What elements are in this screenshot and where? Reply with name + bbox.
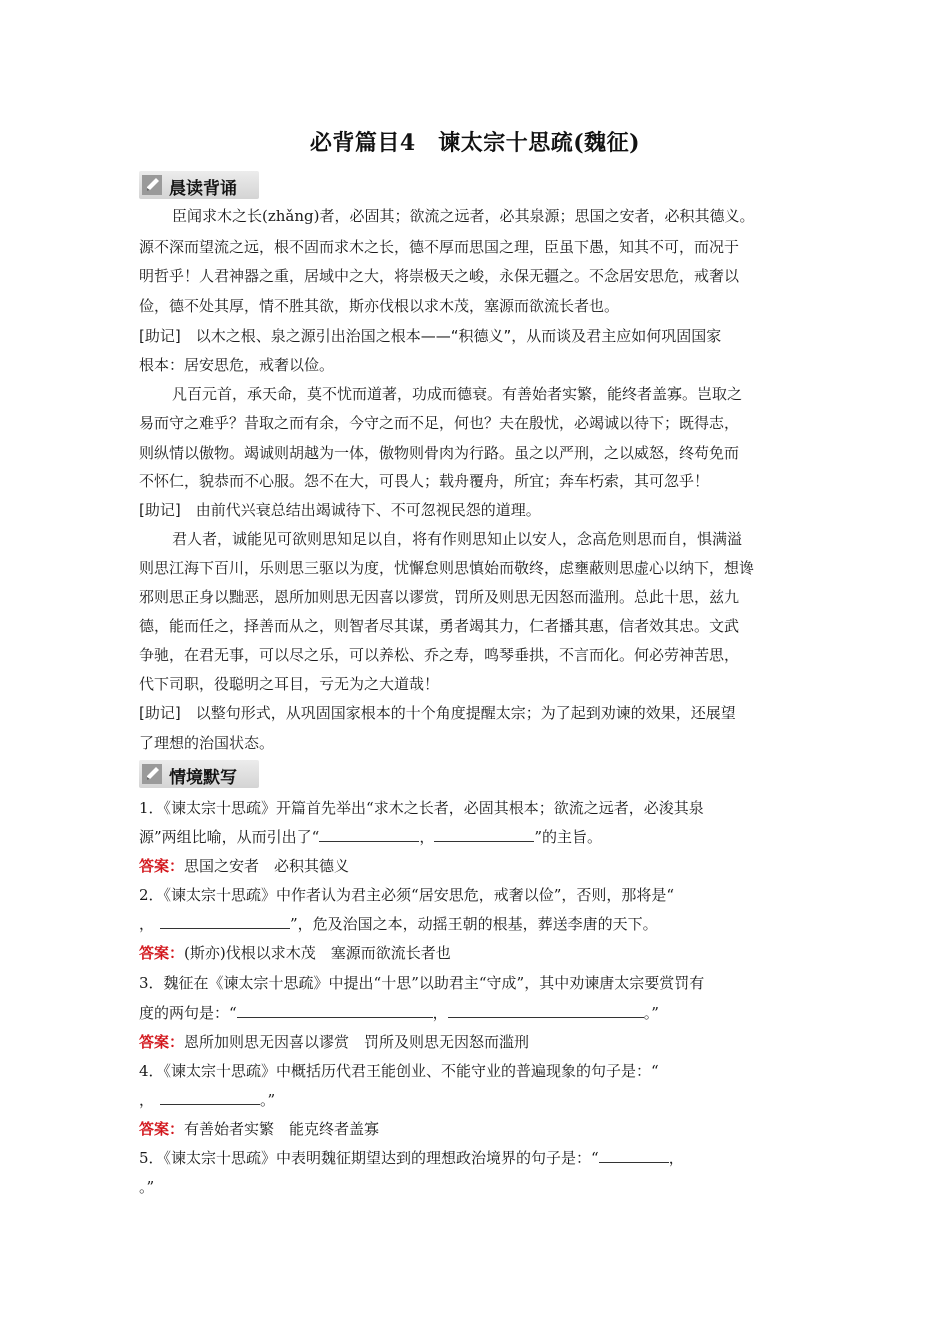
text-line: 则思江海下百川，乐则思三驱以为度，忧懈怠则思慎始而敬终，虑壅蔽则思虚心以纳下，想谗 <box>139 559 755 577</box>
answer-line <box>139 943 451 963</box>
text-line: 凡百元首，承天命，莫不忧而道著，功成而德衰。有善始者实繁，能终者盖寡。岂取之 <box>172 385 743 403</box>
fill-blank[interactable] <box>237 1003 433 1018</box>
mnemonic-note: [助记] 以木之根、泉之源引出治国之根本——“积德义”，从而谈及君主应如何巩固国家 <box>139 327 722 345</box>
question-line <box>139 1003 659 1023</box>
answer-line <box>139 1119 379 1139</box>
text-line: 德，能而任之，择善而从之，则智者尽其谋，勇者竭其力，仁者播其惠，信者效其忠。文武 <box>139 617 740 635</box>
question-line: 3．魏征在《谏太宗十思疏》中提出“十思”以助君主“守成”，其中劝谏唐太宗要赏罚有 <box>139 974 705 992</box>
section-tag-reading <box>139 171 259 199</box>
answer-text: 有善始者实繁 能克终者盖寡 <box>184 1120 380 1138</box>
fill-blank[interactable] <box>160 914 290 929</box>
question-line: 1．《谏太宗十思疏》开篇首先举出“求木之长者，必固其根本；欲流之远者，必浚其泉 <box>139 799 704 817</box>
question-text: ， <box>139 1091 155 1109</box>
question-text: ， <box>432 1004 448 1022</box>
text-line: 俭，德不处其厚，情不胜其欲，斯亦伐根以求木茂，塞源而欲流长者也。 <box>139 297 620 315</box>
question-text: 源”两组比喻，从而引出了“ <box>139 828 320 846</box>
question-line <box>139 914 658 934</box>
question-line <box>139 827 602 847</box>
question-line <box>139 1148 684 1168</box>
text-line: 争驰，在君无事，可以尽之乐，可以养松、乔之寿，鸣琴垂拱，不言而化。何必劳神苦思， <box>139 646 740 664</box>
text-line: 臣闻求木之长(zhǎng)者，必固其；欲流之远者，必其泉源；思国之安者，必积其德义。 <box>172 207 755 225</box>
question-line <box>139 1090 275 1110</box>
fill-blank[interactable] <box>160 1090 260 1105</box>
question-line <box>139 1177 154 1197</box>
question-text: 5．《谏太宗十思疏》中表明魏征期望达到的理想政治境界的句子是：“ <box>139 1149 599 1167</box>
text-line: 不怀仁，貌恭而不心服。怨不在大，可畏人；载舟覆舟，所宜；奔车朽索，其可忽乎！ <box>139 472 710 490</box>
question-text: 。” <box>139 1178 155 1196</box>
answer-text: 思国之安者 必积其德义 <box>184 857 350 875</box>
text-line: 君人者，诚能见可欲则思知足以自，将有作则思知止以安人，念高危则思而自，惧满溢 <box>172 530 743 548</box>
question-line: 4．《谏太宗十思疏》中概括历代君王能创业、不能守业的普遍现象的句子是：“ <box>139 1062 659 1080</box>
answer-label: 答案： <box>139 944 185 962</box>
mnemonic-note: [助记] 由前代兴衰总结出竭诚待下、不可忽视民怨的道理。 <box>139 501 541 519</box>
page-title: 必背篇目4 谏太宗十思疏(魏征) <box>309 130 641 156</box>
question-text: 度的两句是：“ <box>139 1004 237 1022</box>
pen-icon <box>141 174 163 196</box>
question-text: ”的主旨。 <box>534 828 603 846</box>
section-label: 晨读背诵 <box>169 179 237 199</box>
question-text: 。” <box>643 1004 659 1022</box>
fill-blank[interactable] <box>448 1003 644 1018</box>
text-line: 邪则思正身以黜恶，恩所加则思无因喜以谬赏，罚所及则思无因怒而滥刑。总此十思，兹九 <box>139 588 740 606</box>
question-text: 。” <box>260 1091 276 1109</box>
mnemonic-note: [助记] 以整句形式，从巩固国家根本的十个角度提醒太宗；为了起到劝谏的效果，还展望 <box>139 704 736 722</box>
section-tag-dictation <box>139 760 259 788</box>
answer-label: 答案： <box>139 857 185 875</box>
text-line: 了理想的治国状态。 <box>139 734 275 752</box>
answer-line <box>139 1032 529 1052</box>
text-line: 明哲乎！人君神器之重，居域中之大，将崇极天之峻，永保无疆之。不念居安思危，戒奢以 <box>139 267 740 285</box>
question-text: ， <box>139 915 155 933</box>
pen-icon <box>141 763 163 785</box>
question-text: ， <box>668 1149 684 1167</box>
text-line: 易而守之难乎？昔取之而有余，今守之而不足，何也？夫在殷忧，必竭诚以待下；既得志， <box>139 414 740 432</box>
question-line: 2．《谏太宗十思疏》中作者认为君主必须“居安思危，戒奢以俭”，否则，那将是“ <box>139 886 675 904</box>
fill-blank[interactable] <box>599 1148 669 1163</box>
fill-blank[interactable] <box>434 827 534 842</box>
answer-text: 恩所加则思无因喜以谬赏 罚所及则思无因怒而滥刑 <box>184 1033 530 1051</box>
text-line: 则纵情以傲物。竭诚则胡越为一体，傲物则骨肉为行路。虽之以严刑，之以威怒，终苟免而 <box>139 444 740 462</box>
answer-line <box>139 856 349 876</box>
text-line: 根本：居安思危，戒奢以俭。 <box>139 356 335 374</box>
fill-blank[interactable] <box>319 827 419 842</box>
text-line: 源不深而望流之远，根不固而求木之长，德不厚而思国之理，臣虽下愚，知其不可，而况于 <box>139 238 740 256</box>
answer-text: (斯亦)伐根以求木茂 塞源而欲流长者也 <box>184 944 451 962</box>
text-line: 代下司职，役聪明之耳目，亏无为之大道哉！ <box>139 675 440 693</box>
answer-label: 答案： <box>139 1033 185 1051</box>
question-text: ， <box>419 828 435 846</box>
section-label: 情境默写 <box>169 768 237 788</box>
answer-label: 答案： <box>139 1120 185 1138</box>
question-text: ”，危及治国之本，动摇王朝的根基，葬送李唐的天下。 <box>290 915 658 933</box>
